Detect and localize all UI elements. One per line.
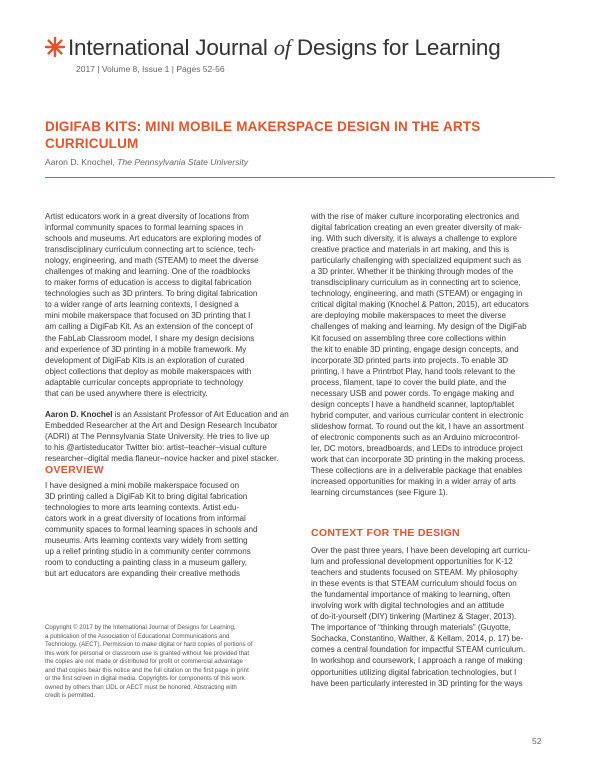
author-affiliation: The Pennsylvania State University — [117, 157, 249, 167]
journal-title: International Journal of Designs for Learning — [68, 35, 501, 60]
author-name: Aaron D. Knochel — [45, 157, 113, 167]
title-divider — [45, 177, 555, 178]
author-line: Aaron D. Knochel, The Pennsylvania State University — [45, 157, 249, 167]
author-bio: Aaron D. Knochel is an Assistant Professor of Art Education and an Embedded Researcher at the Art and Design Research Incubator (ADRI) at The Pennsylvania State University. He tries to live up to his @artisteducator Twitter bio: artist–teacher–visual culture researcher–digital media flaneur–novice hacker and pixel stacker. — [45, 410, 289, 464]
copyright-notice: Copyright © 2017 by the International Journal of Designs for Learning, a publication of the Association of Educational Communications and Technology. (AECT). Permission to make digital or hard copies of portions of this work for personal or classroom use is granted without fee provided that the copies are not made or distributed for profit or commercial advantage and that copies bear this notice and the full citation on the first page in print or the first screen in digital media. Copyrights for components of this work owned by others than IJDL or AECT must be honored. Abstracting with credit is permitted. — [45, 624, 253, 700]
context-heading: CONTEXT FOR THE DESIGN — [311, 527, 460, 539]
body-paragraph-right: with the rise of maker culture incorporating electronics and digital fabrication creating an even greater diversity of mak- ing. With such diversity, it is always a challenge to explore creative practice and materials in art making, and this is particularly challenging with specialized equipment such as a 3D printer. Whether it be thinking through modes of the transdisciplinary curriculum as in connecting art to science, technology, engineering, and math (STEAM) or engaging in critical digital making (Knochel & Patton, 2015), art educators are deploying mobile makerspaces to meet the diverse challenges of making and learning. My design of the DigiFab Kit focused on assembling three core collections within the kit to enable 3D printing, engage design concepts, and incorporate 3D printed parts into projects. To enable 3D printing, I have a Printrbot Play, hand tools relevant to the process, filament, tape to cover the build plate, and the necessary USB and power cords. To engage making and design concepts I have a handheld scanner, laptop/tablet hybrid computer, and various curricular content in electronic slideshow format. To round out the kit, I have an assortment of electronic components such as an Arduino microcontrol- ler, DC motors, breadboards, and LEDs to introduce project work that can incorporate 3D printing in the making process. These collections are in a deliverable package that enables increased opportunities for making in a wider array of arts learning circumstances (see Figure 1). — [311, 212, 529, 498]
overview-heading: OVERVIEW — [45, 464, 104, 476]
overview-paragraph: I have designed a mini mobile makerspace focused on 3D printing called a DigiFab Kit to bring digital fabrication technologies to more arts learning contexts. Artist edu- cators work in a great diversity of locations from informal community spaces to formal learning spaces in schools and museums. Arts learning contexts vary widely from setting up a relief printing studio in a community center commons room to conducting a painting class in a museum gallery, but art educators are expanding their creative methods — [45, 481, 258, 579]
context-paragraph: Over the past three years, I have been developing art curricu- lum and professional development opportunities for K-12 teachers and students focused on STEAM. My philosophy in these events is that STEAM curriculum should focus on the fundamental importance of making to learning, often involving work with digital technologies and an attitude of do-it-yourself (DIY) tinkering (Martinez & Stager, 2013). The importance of “thinking through materials” (Guyotte, Sochacka, Constantino, Walther, & Kellam, 2014, p. 17) be- comes a central foundation for impactful STEAM curriculum. In workshop and coursework, I approach a range of making opportunities utilizing digital fabrication technologies, but I have been particularly interested in 3D printing for the ways — [311, 546, 531, 688]
abstract-paragraph: Artist educators work in a great diversity of locations from informal community spaces to formal learning spaces in schools and museums. Art educators are exploring modes of transdisciplinary curriculum connecting art to science, tech- nology, engineering, and math (STEAM) to meet the diverse challenges of making and learning. One of the roadblocks to maker forms of education is access to digital fabrication technologies such as 3D printers. To bring digital fabrication to a wider range of arts learning contexts, I designed a mini mobile makerspace that focused on 3D printing that I am calling a DigiFab Kit. As an extension of the concept of the FabLab Classroom model, I share my design decisions and experience of 3D printing in a mobile framework. My development of DigiFab Kits is an exploration of curated object collections that deploy as mobile makerspaces with adaptable curricular concepts appropriate to technology that can be used anywhere there is electricity. — [45, 212, 262, 398]
issue-info: 2017 | Volume 8, Issue 1 | Pages 52-56 — [76, 64, 225, 74]
bio-author-name: Aaron D. Knochel — [45, 410, 113, 419]
journal-logo-star-icon — [44, 36, 66, 58]
article-title: DIGIFAB KITS: MINI MOBILE MAKERSPACE DESIGN IN THE ARTS CURRICULUM — [45, 119, 481, 151]
page-number: 52 — [532, 736, 542, 746]
